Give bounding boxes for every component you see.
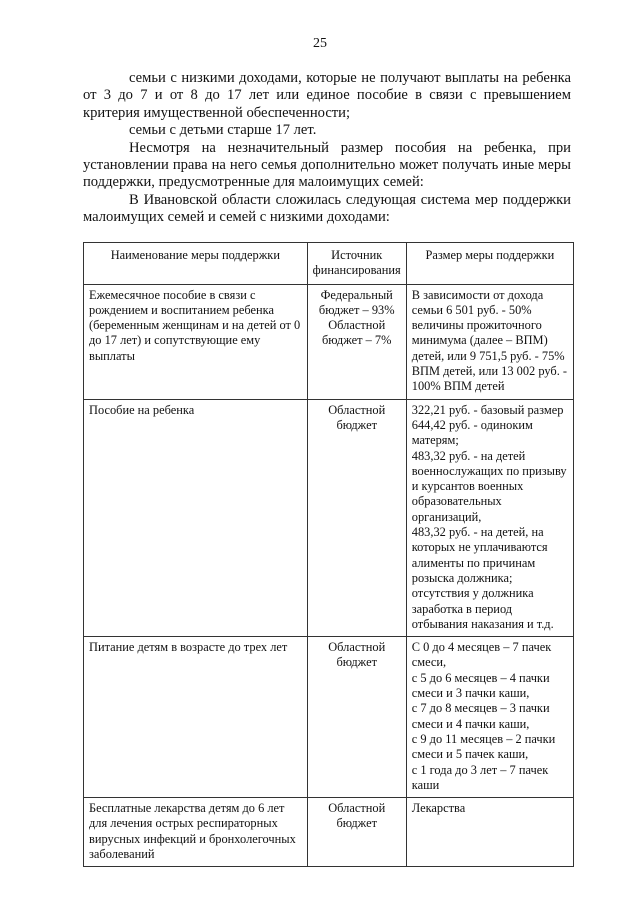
row-4-name: Бесплатные лекарства детям до 6 лет для лечения острых респираторных вирусных инфекций и бронхолегочных заболеваний — [84, 798, 308, 867]
paragraph-3: Несмотря на незначительный размер пособия на ребенка, при установлении права на него семья дополнительно может получать иные меры поддержки, предусмотренные для малоимущих семей: — [83, 139, 571, 191]
row-1-name: Ежемесячное пособие в связи с рождением и воспитанием ребенка (беременным женщинам и на детей от 0 до 17 лет) и сопутствующие ему выплаты — [84, 284, 308, 399]
paragraph-4: В Ивановской области сложилась следующая система мер поддержки малоимущих семей и семей с низкими доходами: — [83, 191, 571, 226]
page-number: 25 — [313, 36, 327, 51]
table-row — [84, 399, 574, 636]
row-3-source: Областной бюджет — [307, 637, 406, 798]
row-2-name: Пособие на ребенка — [84, 399, 308, 636]
row-2-size: 322,21 руб. - базовый размер 644,42 руб. - одиноким матерям; 483,32 руб. - на детей военнослужащих по призыву и курсантов военных образовательных организаций, 483,32 руб. - на детей, на которых не уплачиваются алименты по причинам розыска должника; отсутствия у должника заработка в период отбывания наказания и т.д. — [406, 399, 573, 636]
row-2-source: Областной бюджет — [307, 399, 406, 636]
row-1-size: В зависимости от дохода семьи 6 501 руб. - 50% величины прожиточного минимума (далее – ВПМ) детей, или 9 751,5 руб. - 75% ВПМ детей, или 13 002 руб. - 100% ВПМ детей — [406, 284, 573, 399]
table-row — [84, 637, 574, 798]
row-1-source: Федеральный бюджет – 93% Областной бюджет – 7% — [307, 284, 406, 399]
table-header-row — [84, 243, 574, 285]
header-funding-source: Источник финансирования — [307, 243, 406, 285]
row-4-source: Областной бюджет — [307, 798, 406, 867]
paragraph-2: семьи с детьми старше 17 лет. — [129, 122, 317, 139]
table-row — [84, 284, 574, 399]
paragraph-1: семьи с низкими доходами, которые не получают выплаты на ребенка от 3 до 7 и от 8 до 17 лет или единое пособие в связи с превышением критерия имущественной обеспеченности; — [83, 70, 571, 121]
header-measure-name: Наименование меры поддержки — [84, 243, 308, 285]
body-text — [83, 70, 571, 227]
support-measures-table — [83, 242, 574, 867]
table-row — [84, 798, 574, 867]
header-support-size: Размер меры поддержки — [406, 243, 573, 285]
row-3-name: Питание детям в возрасте до трех лет — [84, 637, 308, 798]
row-4-size: Лекарства — [406, 798, 573, 867]
row-3-size: С 0 до 4 месяцев – 7 пачек смеси, с 5 до 6 месяцев – 4 пачки смеси и 3 пачки каши, с 7 до 8 месяцев – 3 пачки смеси и 4 пачки каши, с 9 до 11 месяцев – 2 пачки смеси и 5 пачек каши, с 1 года до 3 лет – 7 пачек каши — [406, 637, 573, 798]
